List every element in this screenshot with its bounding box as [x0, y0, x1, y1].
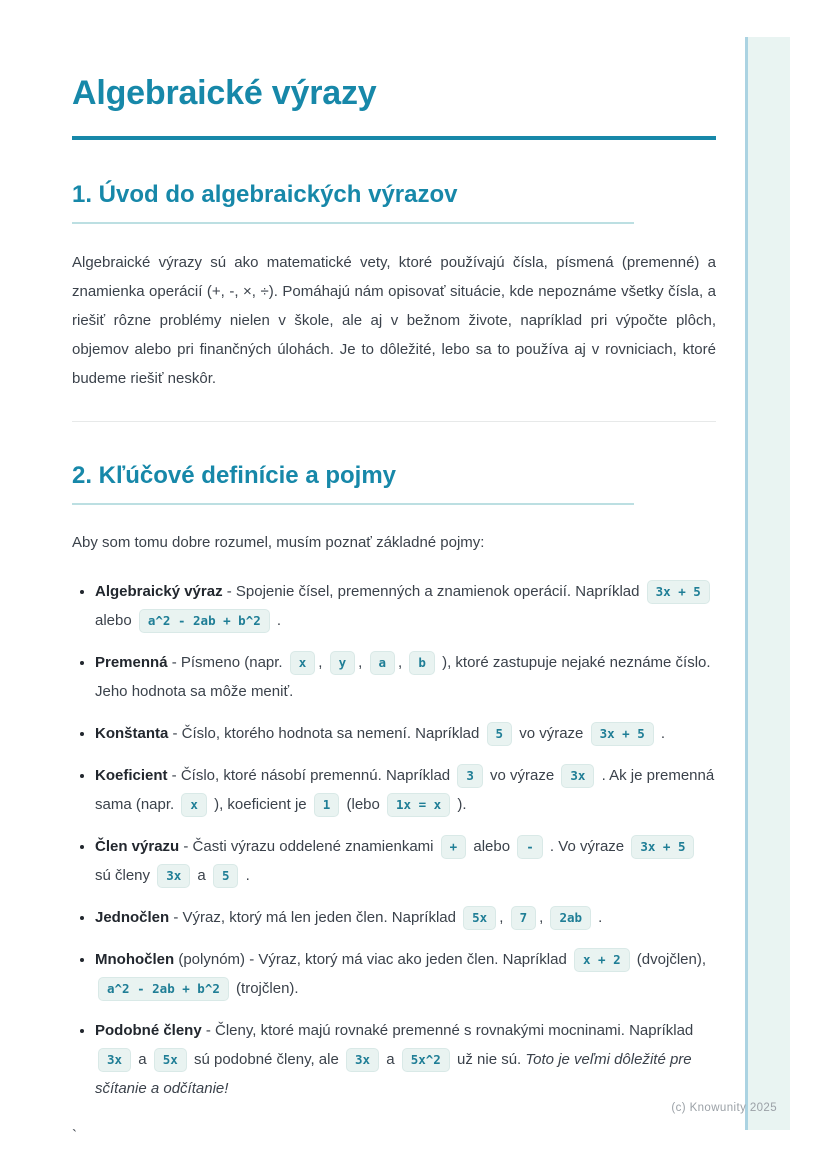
definition-item	[95, 1016, 716, 1103]
definition-text: - Číslo, ktorého hodnota sa nemení. Napríklad	[168, 725, 484, 742]
code-badge: 7	[511, 906, 537, 930]
definition-text: ), koeficient je	[209, 796, 311, 813]
document-content	[72, 74, 716, 1144]
code-badge: 1x = x	[387, 793, 450, 817]
definition-text: .	[656, 725, 666, 742]
section-definitions	[72, 462, 716, 1103]
definition-text: ,	[539, 909, 548, 926]
code-badge: 5x	[154, 1048, 187, 1072]
definition-text: alebo	[469, 838, 515, 855]
code-badge: 5x^2	[402, 1048, 450, 1072]
code-badge: 3	[457, 764, 483, 788]
definition-text: sú členy	[95, 867, 155, 884]
definition-text: . Vo výraze	[545, 838, 629, 855]
code-badge: a	[370, 651, 396, 675]
section-2-heading: 2. Kľúčové definície a pojmy	[72, 462, 634, 505]
code-badge: 3x + 5	[591, 722, 654, 746]
code-badge: y	[330, 651, 356, 675]
definition-text: ,	[358, 654, 367, 671]
definition-bold: Jednočlen	[95, 909, 170, 926]
definition-item	[95, 903, 716, 932]
definitions-list	[72, 577, 716, 1103]
code-badge: x	[290, 651, 316, 675]
code-badge: 3x	[561, 764, 594, 788]
definition-bold: Konštanta	[95, 725, 169, 742]
page-title: Algebraické výrazy	[72, 74, 377, 112]
code-badge: x + 2	[574, 948, 630, 972]
code-badge: 5	[487, 722, 513, 746]
code-badge: a^2 - 2ab + b^2	[139, 609, 270, 633]
definition-bold: Koeficient	[95, 767, 168, 784]
code-badge: 3x + 5	[631, 835, 694, 859]
code-badge: x	[181, 793, 207, 817]
definition-item	[95, 832, 716, 890]
definition-text: a	[382, 1051, 399, 1068]
section-intro	[72, 181, 716, 393]
code-badge: a^2 - 2ab + b^2	[98, 977, 229, 1001]
definition-text: - Spojenie čísel, premenných a znamienok operácií. Napríklad	[222, 583, 644, 600]
definition-text: - Písmeno (napr.	[167, 654, 287, 671]
definition-text: a	[134, 1051, 151, 1068]
definition-text: - Členy, ktoré majú rovnaké premenné s rovnakými mocninami. Napríklad	[201, 1022, 694, 1039]
definition-text: ).	[453, 796, 467, 813]
definition-text: ), ktoré zastupuje nejaké neznáme číslo. Jeho hodnota sa môže meniť.	[95, 654, 711, 700]
definition-text: ,	[318, 654, 327, 671]
code-badge: +	[441, 835, 467, 859]
code-badge: -	[517, 835, 543, 859]
definition-bold: Mnohočlen	[95, 951, 175, 968]
code-badge: 2ab	[550, 906, 591, 930]
code-badge: 3x	[157, 864, 190, 888]
definition-item	[95, 648, 716, 706]
definition-text: vo výraze	[515, 725, 588, 742]
definition-bold: Podobné členy	[95, 1022, 202, 1039]
footer-credit: (c) Knowunity 2025	[671, 1102, 777, 1114]
definition-text: - Časti výrazu oddelené znamienkami	[179, 838, 438, 855]
definition-text: ,	[398, 654, 407, 671]
definition-item	[95, 719, 716, 748]
code-badge: 3x	[346, 1048, 379, 1072]
code-badge: 5x	[463, 906, 496, 930]
definition-text: (lebo	[342, 796, 385, 813]
code-badge: 3x	[98, 1048, 131, 1072]
definition-text: (dvojčlen),	[632, 951, 706, 968]
section-1-heading: 1. Úvod do algebraických výrazov	[72, 181, 634, 224]
section-2-intro: Aby som tomu dobre rozumel, musím poznať základné pojmy:	[72, 534, 485, 551]
definition-text: (polynóm) - Výraz, ktorý má viac ako jeden člen. Napríklad	[174, 951, 571, 968]
definition-text: .	[241, 867, 250, 884]
definition-bold: Premenná	[95, 654, 168, 671]
right-edge-strip	[745, 37, 790, 1130]
definition-text: - Číslo, ktoré násobí premennú. Napríklad	[167, 767, 455, 784]
definition-text: . Ak je premenná sama (napr.	[95, 767, 715, 813]
definition-item	[95, 761, 716, 819]
definition-bold: Algebraický výraz	[95, 583, 223, 600]
definition-text: .	[272, 612, 282, 629]
definition-text: vo výraze	[485, 767, 559, 784]
code-badge: 3x + 5	[647, 580, 710, 604]
definition-text: (trojčlen).	[231, 980, 299, 997]
code-badge: b	[409, 651, 435, 675]
code-badge: 5	[213, 864, 239, 888]
section-divider	[72, 421, 716, 422]
code-badge: 1	[314, 793, 340, 817]
definition-text: ,	[499, 909, 508, 926]
definition-item	[95, 577, 716, 635]
definition-text: alebo	[95, 612, 136, 629]
definition-text: už nie sú.	[452, 1051, 526, 1068]
definition-text: - Výraz, ktorý má len jeden člen. Napríklad	[169, 909, 461, 926]
stray-backtick: `	[72, 1127, 77, 1144]
definition-text: .	[594, 909, 603, 926]
title-rule	[72, 136, 716, 140]
section-1-paragraph: Algebraické výrazy sú ako matematické vety, ktoré používajú čísla, písmená (premenné) a znamienka operácií (+, -, ×, ÷). Pomáhajú nám opisovať situácie, kde nepoznáme všetky čísla, a riešiť rôzne problémy nielen v škole, ale aj v bežnom živote, napríklad pri výpočte plôch, objemov alebo pri finančných úlohách. Je to dôležité, lebo sa to používa aj v rovniciach, ktoré budeme riešiť neskôr.	[72, 254, 716, 387]
definition-item	[95, 945, 716, 1003]
definition-bold: Člen výrazu	[95, 838, 180, 855]
definition-italic: Toto je veľmi dôležité pre sčítanie a odčítanie!	[95, 1051, 692, 1097]
definition-text: a	[193, 867, 210, 884]
definition-text: sú podobné členy, ale	[189, 1051, 343, 1068]
